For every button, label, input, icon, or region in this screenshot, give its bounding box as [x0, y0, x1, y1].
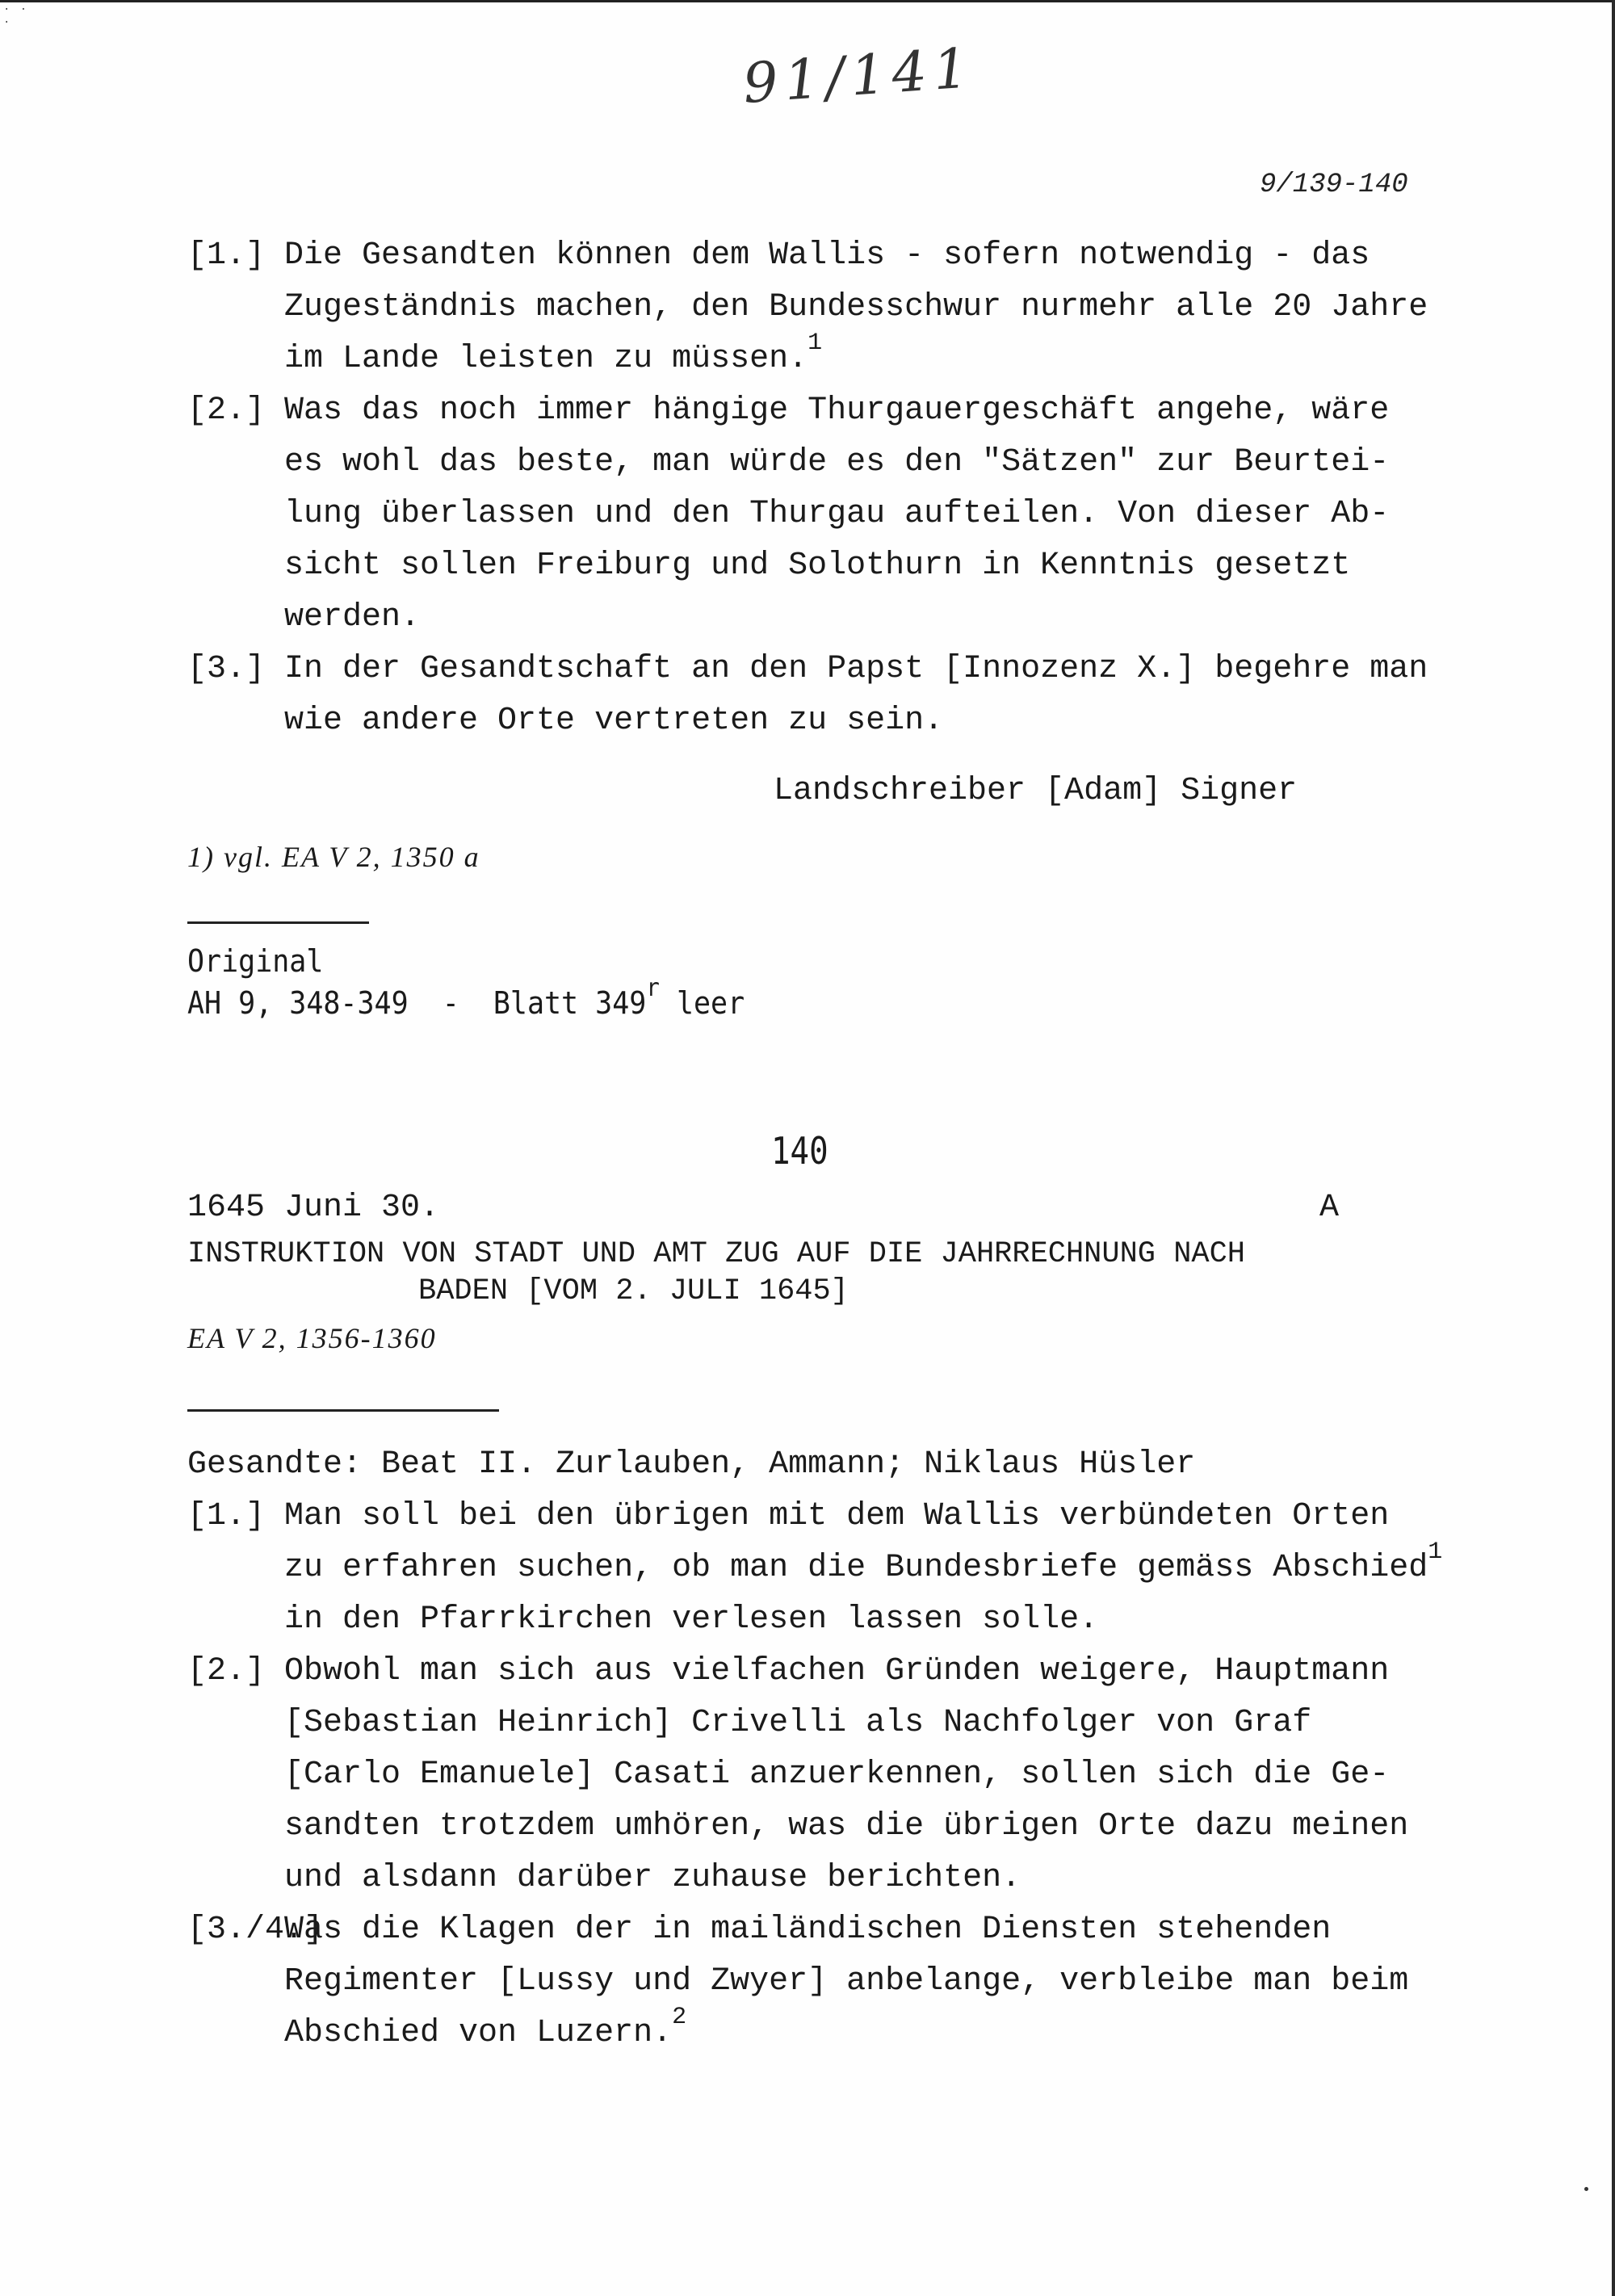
document-number: 140: [771, 1129, 828, 1173]
item-line: zu erfahren suchen, ob man die Bundesbriefe gemäss Abschied$^1$: [284, 1538, 1443, 1586]
scan-speck: [1584, 2187, 1588, 2191]
document-title-line-1: INSTRUKTION VON STADT UND AMT ZUG AUF DIE JAHRRECHNUNG NACH: [187, 1237, 1246, 1271]
footnote-ref: 1: [808, 329, 823, 357]
document-title-line-2: BADEN [VOM 2. JULI 1645]: [418, 1274, 849, 1308]
footnote: 1) vgl. EA V 2, 1350 a: [187, 841, 480, 873]
item-line: In der Gesandtschaft an den Papst [Innozenz X.] begehre man: [284, 651, 1428, 687]
footnote-divider: [187, 921, 369, 924]
item-line: im Lande leisten zu müssen.$^1$: [284, 329, 823, 377]
item-line: sicht sollen Freiburg und Solothurn in Kenntnis gesetzt: [284, 548, 1351, 584]
item-line: Zugeständnis machen, den Bundesschwur nurmehr alle 20 Jahre: [284, 289, 1428, 325]
envoys-line: Gesandte: Beat II. Zurlauben, Ammann; Niklaus Hüsler: [187, 1446, 1196, 1483]
source-line: AH 9, 348-349 - Blatt 349$^r$ leer: [187, 974, 745, 1021]
item-line: [Sebastian Heinrich] Crivelli als Nachfolger von Graf: [284, 1705, 1312, 1741]
item-number: [1.]: [187, 1498, 266, 1534]
original-label: Original: [187, 943, 324, 979]
section-divider: [187, 1409, 499, 1412]
source-block: [187, 940, 745, 1024]
item-line: Die Gesandten können dem Wallis - sofern notwendig - das: [284, 237, 1370, 274]
item-line: wie andere Orte vertreten zu sein.: [284, 703, 944, 739]
archive-reference: 9/139-140: [1260, 170, 1408, 200]
scan-corner-marks: · · ·: [3, 3, 29, 29]
handwritten-archive-number: 91/141: [740, 36, 977, 116]
item-number: [3.]: [187, 651, 266, 687]
footnote-ref: 2: [672, 2004, 687, 2031]
item-line: es wohl das beste, man würde es den "Sätzen" zur Beurtei-: [284, 444, 1390, 481]
item-line: Was die Klagen der in mailändischen Diensten stehenden: [284, 1912, 1332, 1948]
item-line: lung überlassen und den Thurgau aufteilen. Von dieser Ab-: [284, 496, 1390, 532]
item-number: [1.]: [187, 237, 266, 274]
item-line: Abschied von Luzern.$^2$: [284, 2004, 687, 2051]
item-line: Regimenter [Lussy und Zwyer] anbelange, verbleibe man beim: [284, 1963, 1409, 2000]
signer: Landschreiber [Adam] Signer: [774, 773, 1298, 809]
footnote-ref: 1: [1428, 1538, 1443, 1566]
scan-edge-top: [0, 0, 1615, 2]
item-line: in den Pfarrkirchen verlesen lassen solle.: [284, 1601, 1099, 1638]
item-line: Was das noch immer hängige Thurgauergeschäft angehe, wäre: [284, 392, 1390, 429]
item-number: [2.]: [187, 392, 266, 429]
item-line: [Carlo Emanuele] Casati anzuerkennen, sollen sich die Ge-: [284, 1757, 1390, 1793]
scan-edge-right: [1612, 0, 1615, 2296]
document-letter: A: [1319, 1190, 1340, 1226]
ea-reference: EA V 2, 1356-1360: [187, 1322, 437, 1354]
document-date: 1645 Juni 30.: [187, 1190, 440, 1226]
item-line: werden.: [284, 599, 421, 636]
item-line: sandten trotzdem umhören, was die übrigen Orte dazu meinen: [284, 1808, 1409, 1845]
source-superscript: r: [646, 974, 660, 1002]
item-number: [3./4.]: [187, 1912, 324, 1948]
item-line: Man soll bei den übrigen mit dem Wallis verbündeten Orten: [284, 1498, 1390, 1534]
item-line: und alsdann darüber zuhause berichten.: [284, 1860, 1021, 1896]
item-line: Obwohl man sich aus vielfachen Gründen weigere, Hauptmann: [284, 1653, 1390, 1689]
item-number: [2.]: [187, 1653, 266, 1689]
